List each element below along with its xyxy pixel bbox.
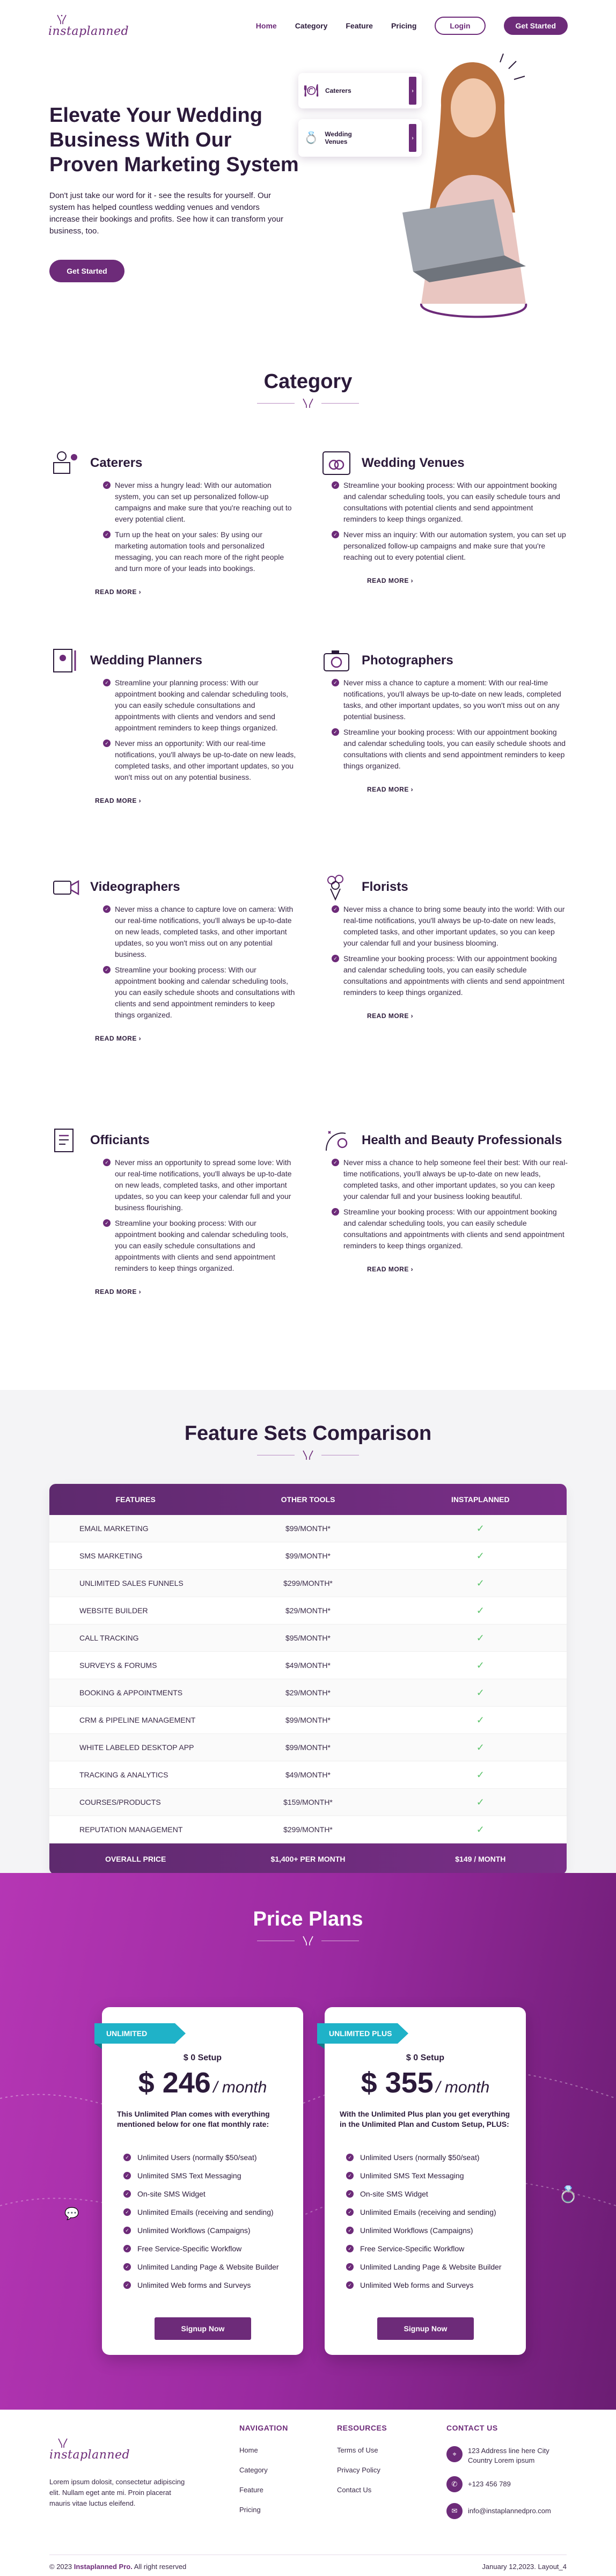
list-item: ✓ Unlimited Workflows (Campaigns) bbox=[123, 2225, 290, 2236]
check-icon: ✓ bbox=[346, 2245, 354, 2252]
section-divider bbox=[0, 398, 616, 408]
table-row bbox=[49, 1515, 567, 1542]
check-icon: ✓ bbox=[476, 1632, 485, 1643]
phone-icon: ✆ bbox=[446, 2476, 463, 2492]
hero-card-caterers[interactable] bbox=[298, 73, 422, 108]
category-videographers-title: Videographers bbox=[90, 880, 180, 894]
table-row bbox=[49, 1789, 567, 1816]
category-officiants-title: Officiants bbox=[90, 1133, 150, 1147]
footer-link[interactable]: Home bbox=[239, 2446, 258, 2454]
list-item: ✓ Never miss a chance to help someone feel their best: With our real-time notifications, you'll always be up-to-date on new leads, completed tasks, and other important updates, so you can keep your calendar full and your business looking beautiful. bbox=[332, 1157, 568, 1202]
rings-icon: 💍 bbox=[558, 2186, 578, 2204]
plan-tag: UNLIMITED bbox=[94, 2023, 175, 2044]
check-icon: ✓ bbox=[476, 1577, 485, 1589]
check-icon: ✓ bbox=[332, 905, 339, 913]
footer-about bbox=[49, 2438, 189, 2509]
check-icon: ✓ bbox=[103, 531, 111, 538]
table-row bbox=[49, 1570, 567, 1597]
footer-link[interactable]: Terms of Use bbox=[337, 2446, 378, 2454]
hero-card-caterers-label: Caterers bbox=[325, 87, 351, 94]
camera-icon bbox=[321, 647, 353, 674]
hero-title: Elevate Your Wedding Business With Our Proven Marketing System bbox=[49, 104, 299, 176]
check-icon: ✓ bbox=[332, 481, 339, 489]
wedding-rings-icon bbox=[321, 450, 353, 477]
feature-name: CALL TRACKING bbox=[79, 1634, 139, 1642]
table-row bbox=[49, 1597, 567, 1624]
pricing-title: Price Plans bbox=[253, 1908, 363, 1930]
footer-email[interactable]: info@instaplannedpro.com bbox=[468, 2507, 551, 2515]
plan-setup: $ 0 Setup bbox=[183, 2053, 222, 2062]
footer-about-text: Lorem ipsum dolosit, consectetur adipiscing elit. Nullam eget ante mi. Proin placerat mauris vitae luctus eleifend. bbox=[49, 2478, 185, 2507]
table-footer bbox=[49, 1843, 567, 1875]
hero-text: Don't just take our word for it - see the results for yourself. Our system has helped countless wedding venues and vendors increase their bookings and profits. See how it can transform your business, too. bbox=[49, 191, 284, 236]
check-icon: ✓ bbox=[332, 679, 339, 686]
table-row bbox=[49, 1652, 567, 1679]
plan-features bbox=[123, 2152, 290, 2298]
hero-get-started-button[interactable]: Get Started bbox=[49, 260, 124, 282]
list-item: ✓ Streamline your booking process: With our appointment booking and calendar scheduling tools, you can easily schedule consultations and appointments with clients and send appointment reminders to keep things organized. bbox=[103, 1218, 296, 1274]
nav-feature[interactable]: Feature bbox=[346, 21, 373, 30]
category-wedding-planners-title: Wedding Planners bbox=[90, 653, 202, 668]
hero-section bbox=[0, 52, 616, 341]
list-item: ✓ Unlimited Users (normally $50/seat) bbox=[123, 2152, 290, 2163]
check-icon: ✓ bbox=[332, 1159, 339, 1166]
table-row bbox=[49, 1707, 567, 1734]
check-icon: ✓ bbox=[346, 2227, 354, 2234]
section-divider bbox=[0, 1935, 616, 1946]
other-tools-price: $29/MONTH* bbox=[285, 1606, 331, 1615]
col-features: FEATURES bbox=[115, 1495, 156, 1504]
planner-icon bbox=[49, 647, 82, 674]
col-other-tools: OTHER TOOLS bbox=[281, 1495, 335, 1504]
hero-card-venues-label: Wedding Venues bbox=[325, 130, 352, 145]
location-icon: ⌖ bbox=[446, 2446, 463, 2462]
plan-description: With the Unlimited Plus plan you get everything in the Unlimited Plan and Custom Setup, PLUS: bbox=[340, 2110, 510, 2128]
hero-card-venues[interactable] bbox=[298, 119, 422, 157]
footer-link[interactable]: Contact Us bbox=[337, 2486, 372, 2494]
check-icon: ✓ bbox=[476, 1605, 485, 1616]
check-icon: ✓ bbox=[346, 2263, 354, 2271]
footer bbox=[0, 2410, 616, 2576]
check-icon: ✓ bbox=[123, 2281, 131, 2289]
champagne-glasses-icon bbox=[300, 398, 316, 408]
feature-name: SMS MARKETING bbox=[79, 1552, 143, 1560]
table-row bbox=[49, 1679, 567, 1707]
chef-icon bbox=[49, 450, 82, 477]
table-row bbox=[49, 1734, 567, 1761]
check-icon: ✓ bbox=[476, 1523, 485, 1534]
cloche-icon: 🍽 bbox=[304, 84, 319, 97]
features-title: Feature Sets Comparison bbox=[184, 1422, 432, 1445]
list-item: ✓ Unlimited Landing Page & Website Builder bbox=[346, 2262, 512, 2272]
list-item: ✓ Unlimited Web forms and Surveys bbox=[346, 2280, 512, 2290]
category-header bbox=[0, 370, 616, 408]
check-icon: ✓ bbox=[346, 2281, 354, 2289]
version-text: January 12,2023. Layout_4 bbox=[482, 2563, 567, 2571]
logo[interactable] bbox=[48, 14, 129, 38]
feature-name: UNLIMITED SALES FUNNELS bbox=[79, 1579, 184, 1587]
check-icon: ✓ bbox=[476, 1687, 485, 1698]
logo-text: instaplanned bbox=[48, 24, 129, 38]
plan-price: $ 246 / month bbox=[138, 2067, 267, 2099]
nav-home[interactable]: Home bbox=[255, 21, 277, 30]
other-tools-price: $49/MONTH* bbox=[285, 1661, 331, 1670]
footer-address: 123 Address line here City Country Lorem ipsum bbox=[468, 2447, 549, 2464]
champagne-glasses-icon bbox=[54, 2438, 72, 2448]
read-more-link[interactable]: READ MORE › bbox=[95, 588, 142, 596]
list-item: ✓ Streamline your booking process: With our appointment booking and calendar scheduling tools, you can easily schedule consultations and appointments with clients and send appointment reminders to keep things organized. bbox=[332, 953, 568, 998]
list-item: ✓ Unlimited SMS Text Messaging bbox=[346, 2170, 512, 2181]
table-header bbox=[49, 1484, 567, 1515]
beauty-icon bbox=[321, 1127, 353, 1154]
feature-comparison-table bbox=[49, 1484, 567, 1875]
check-icon: ✓ bbox=[103, 905, 111, 913]
plan-card-unlimited-plus bbox=[325, 2007, 526, 2355]
feature-name: BOOKING & APPOINTMENTS bbox=[79, 1688, 183, 1697]
check-icon: ✓ bbox=[476, 1741, 485, 1753]
check-icon: ✓ bbox=[123, 2154, 131, 2161]
list-item: ✓ Streamline your booking process: With our appointment booking and calendar scheduling tools, you can easily schedule shoots and consultations with clients and send appointment reminders to keep things organized. bbox=[332, 727, 568, 772]
plan-features bbox=[346, 2152, 512, 2298]
list-item: ✓ On-site SMS Widget bbox=[123, 2189, 290, 2199]
footer-navigation: NAVIGATION Home Category Feature Pricing bbox=[239, 2424, 288, 2514]
signup-button[interactable]: Signup Now bbox=[377, 2317, 474, 2340]
flower-bouquet-icon bbox=[321, 874, 353, 901]
category-wedding-venues bbox=[321, 450, 568, 586]
read-more-link[interactable]: READ MORE › bbox=[95, 1035, 142, 1042]
check-icon: ✓ bbox=[332, 531, 339, 538]
other-tools-price: $99/MONTH* bbox=[285, 1524, 331, 1533]
plan-price: $ 355 / month bbox=[361, 2067, 490, 2099]
check-icon: ✓ bbox=[123, 2172, 131, 2179]
table-row bbox=[49, 1542, 567, 1570]
other-tools-price: $95/MONTH* bbox=[285, 1634, 331, 1642]
check-icon: ✓ bbox=[346, 2190, 354, 2198]
category-health-beauty-title: Health and Beauty Professionals bbox=[362, 1133, 562, 1147]
list-item: ✓ Never miss a chance to bring some beauty into the world: With our real-time notifications, you'll always be up-to-date on new leads, completed tasks, and other important updates, so you can keep your calendar full and your business blooming. bbox=[332, 904, 568, 949]
footer-phone[interactable]: +123 456 789 bbox=[468, 2480, 511, 2488]
check-icon: ✓ bbox=[103, 1219, 111, 1227]
list-item: ✓ Streamline your booking process: With our appointment booking and calendar scheduling tools, you can easily schedule shoots and consultations with clients and send appointment reminders to keep things organized. bbox=[103, 964, 296, 1021]
chat-bubble-icon: 💬 bbox=[64, 2207, 79, 2220]
other-tools-price: $99/MONTH* bbox=[285, 1743, 331, 1752]
check-icon: ✓ bbox=[123, 2245, 131, 2252]
category-wedding-planners bbox=[49, 647, 296, 806]
read-more-link[interactable]: READ MORE › bbox=[367, 786, 414, 793]
category-officiants bbox=[49, 1127, 296, 1297]
list-item: ✓ Free Service-Specific Workflow bbox=[346, 2243, 512, 2254]
champagne-glasses-icon bbox=[53, 14, 71, 25]
category-photographers-title: Photographers bbox=[362, 653, 453, 668]
check-icon: ✓ bbox=[103, 966, 111, 974]
section-divider bbox=[0, 1450, 616, 1460]
table-body bbox=[49, 1515, 567, 1843]
read-more-link[interactable]: READ MORE › bbox=[95, 1288, 142, 1296]
footer-logo[interactable]: instaplanned bbox=[49, 2438, 189, 2462]
list-item: ✓ Never miss a chance to capture a moment: With our real-time notifications, you'll always be up-to-date on new leads, completed tasks, and other important updates, so you won't miss out on any potential business. bbox=[332, 677, 568, 722]
get-started-nav-button[interactable]: Get Started bbox=[504, 17, 568, 35]
list-item: ✓ Never miss a hungry lead: With our automation system, you can set up personalized follow-up campaigns and make sure that you're reaching out to every potential client. bbox=[103, 480, 296, 525]
certificate-icon bbox=[49, 1127, 82, 1154]
check-icon: ✓ bbox=[332, 955, 339, 962]
footer-link[interactable]: Feature bbox=[239, 2486, 263, 2494]
table-row bbox=[49, 1816, 567, 1843]
read-more-link[interactable]: READ MORE › bbox=[367, 577, 414, 584]
footer-link[interactable]: Pricing bbox=[239, 2506, 261, 2514]
other-tools-price: $99/MONTH* bbox=[285, 1716, 331, 1724]
category-caterers bbox=[49, 450, 296, 597]
nav-category[interactable]: Category bbox=[295, 21, 328, 30]
list-item: ✓ Turn up the heat on your sales: By using our marketing automation tools and personalized messaging, you can reach more of the right people and turn more of your leads into bookings. bbox=[103, 529, 296, 574]
other-tools-total: $1,400+ PER MONTH bbox=[270, 1855, 346, 1863]
check-icon: ✓ bbox=[123, 2190, 131, 2198]
list-item: ✓ Streamline your booking process: With our appointment booking and calendar scheduling tools, you can easily schedule tours and consultations with potential clients and send appointment reminders to keep things organized. bbox=[332, 480, 568, 525]
check-icon: ✓ bbox=[346, 2154, 354, 2161]
check-icon: ✓ bbox=[476, 1824, 485, 1835]
chevron-right-icon: › bbox=[409, 124, 416, 152]
category-florists bbox=[321, 874, 568, 1021]
table-row bbox=[49, 1761, 567, 1789]
plan-tag: UNLIMITED PLUS bbox=[317, 2023, 398, 2044]
plan-setup: $ 0 Setup bbox=[406, 2053, 445, 2062]
category-photographers bbox=[321, 647, 568, 794]
read-more-link[interactable]: READ MORE › bbox=[367, 1012, 414, 1020]
list-item: ✓ Never miss a chance to capture love on camera: With our real-time notifications, you'll always be up-to-date on new leads, completed tasks, and other important updates, so you won't miss out on any potential business. bbox=[103, 904, 296, 960]
plan-card-unlimited bbox=[102, 2007, 303, 2355]
champagne-glasses-icon bbox=[300, 1935, 316, 1946]
check-icon: ✓ bbox=[123, 2227, 131, 2234]
nav-pricing[interactable]: Pricing bbox=[391, 21, 417, 30]
feature-name: WHITE LABELED DESKTOP APP bbox=[79, 1743, 194, 1752]
check-icon: ✓ bbox=[332, 1208, 339, 1216]
nav-links bbox=[256, 17, 568, 35]
read-more-link[interactable]: READ MORE › bbox=[95, 797, 142, 804]
check-icon: ✓ bbox=[476, 1550, 485, 1561]
check-icon: ✓ bbox=[103, 679, 111, 686]
feature-name: WEBSITE BUILDER bbox=[79, 1606, 148, 1615]
category-health-beauty bbox=[321, 1127, 568, 1274]
overall-price-label: OVERALL PRICE bbox=[105, 1855, 166, 1863]
list-item: ✓ Unlimited SMS Text Messaging bbox=[123, 2170, 290, 2181]
email-icon: ✉ bbox=[446, 2503, 463, 2519]
category-videographers bbox=[49, 874, 296, 1043]
read-more-link[interactable]: READ MORE › bbox=[367, 1265, 414, 1273]
check-icon: ✓ bbox=[123, 2208, 131, 2216]
list-item: ✓ Streamline your planning process: With our appointment booking and calendar scheduling tools, you can easily schedule consultations and appointments with clients and vendors and send appointment reminders to keep things organized. bbox=[103, 677, 296, 734]
check-icon: ✓ bbox=[346, 2208, 354, 2216]
list-item: ✓ Streamline your booking process: With our appointment booking and calendar scheduling tools, you can easily schedule consultations and appointments with clients and send appointment reminders to keep things organized. bbox=[332, 1206, 568, 1252]
list-item: ✓ Never miss an opportunity to spread some love: With our real-time notifications, you'll always be up-to-date on new leads, completed tasks, and other important updates, so you can keep your calendar full and your business flourishing. bbox=[103, 1157, 296, 1213]
other-tools-price: $299/MONTH* bbox=[283, 1579, 333, 1587]
list-item: ✓ Unlimited Web forms and Surveys bbox=[123, 2280, 290, 2290]
footer-resources: RESOURCES Terms of Use Privacy Policy Contact Us bbox=[337, 2424, 387, 2494]
chevron-right-icon: › bbox=[409, 77, 416, 105]
col-instaplanned: INSTAPLANNED bbox=[451, 1495, 510, 1504]
other-tools-price: $159/MONTH* bbox=[283, 1798, 333, 1806]
category-title: Category bbox=[263, 370, 353, 393]
check-icon: ✓ bbox=[476, 1769, 485, 1780]
footer-link[interactable]: Category bbox=[239, 2466, 268, 2474]
footer-contact: CONTACT US ⌖ 123 Address line here City Country Lorem ipsum ✆ +123 456 789 ✉ info@instaplannedpro.com bbox=[446, 2424, 564, 2530]
check-icon: ✓ bbox=[103, 481, 111, 489]
check-icon: ✓ bbox=[332, 728, 339, 736]
top-nav bbox=[0, 0, 616, 52]
list-item: ✓ Never miss an opportunity: With our real-time notifications, you'll always be up-to-date on new leads, completed tasks, and other important updates, so you won't miss out on any potential business. bbox=[103, 738, 296, 783]
feature-name: REPUTATION MANAGEMENT bbox=[79, 1825, 183, 1834]
other-tools-price: $49/MONTH* bbox=[285, 1770, 331, 1779]
category-caterers-title: Caterers bbox=[90, 456, 143, 470]
list-item: ✓ Unlimited Emails (receiving and sending) bbox=[346, 2207, 512, 2218]
instaplanned-total: $149 / MONTH bbox=[455, 1855, 506, 1863]
check-icon: ✓ bbox=[476, 1714, 485, 1725]
list-item: ✓ Unlimited Users (normally $50/seat) bbox=[346, 2152, 512, 2163]
login-button[interactable]: Login bbox=[435, 17, 485, 35]
category-wedding-venues-title: Wedding Venues bbox=[362, 456, 465, 470]
list-item: ✓ Never miss an inquiry: With our automation system, you can set up personalized follow-up campaigns and make sure that you're reaching out to every potential client. bbox=[332, 529, 568, 563]
check-icon: ✓ bbox=[476, 1659, 485, 1671]
list-item: ✓ Unlimited Emails (receiving and sending) bbox=[123, 2207, 290, 2218]
video-camera-icon bbox=[49, 874, 82, 901]
check-icon: ✓ bbox=[103, 740, 111, 747]
champagne-glasses-icon bbox=[300, 1450, 316, 1460]
feature-name: COURSES/PRODUCTS bbox=[79, 1798, 161, 1806]
category-florists-title: Florists bbox=[362, 880, 408, 894]
copyright: © 2023 Instaplanned Pro. All right reserved bbox=[49, 2563, 187, 2571]
other-tools-price: $99/MONTH* bbox=[285, 1552, 331, 1560]
feature-name: EMAIL MARKETING bbox=[79, 1524, 149, 1533]
check-icon: ✓ bbox=[476, 1796, 485, 1807]
check-icon: ✓ bbox=[103, 1159, 111, 1166]
footer-bottom bbox=[49, 2555, 567, 2571]
table-row bbox=[49, 1624, 567, 1652]
list-item: ✓ Free Service-Specific Workflow bbox=[123, 2243, 290, 2254]
footer-link[interactable]: Privacy Policy bbox=[337, 2466, 380, 2474]
other-tools-price: $29/MONTH* bbox=[285, 1688, 331, 1697]
feature-name: CRM & PIPELINE MANAGEMENT bbox=[79, 1716, 196, 1724]
pricing-header bbox=[0, 1908, 616, 1946]
check-icon: ✓ bbox=[346, 2172, 354, 2179]
feature-name: SURVEYS & FORUMS bbox=[79, 1661, 157, 1670]
check-icon: ✓ bbox=[123, 2263, 131, 2271]
signup-button[interactable]: Signup Now bbox=[155, 2317, 251, 2340]
list-item: ✓ Unlimited Landing Page & Website Builder bbox=[123, 2262, 290, 2272]
features-header bbox=[0, 1422, 616, 1460]
other-tools-price: $299/MONTH* bbox=[283, 1825, 333, 1834]
wedding-rings-icon: 💍 bbox=[304, 131, 319, 144]
plan-description: This Unlimited Plan comes with everything mentioned below for one flat monthly rate: bbox=[117, 2110, 270, 2128]
list-item: ✓ Unlimited Workflows (Campaigns) bbox=[346, 2225, 512, 2236]
list-item: ✓ On-site SMS Widget bbox=[346, 2189, 512, 2199]
feature-name: TRACKING & ANALYTICS bbox=[79, 1770, 168, 1779]
